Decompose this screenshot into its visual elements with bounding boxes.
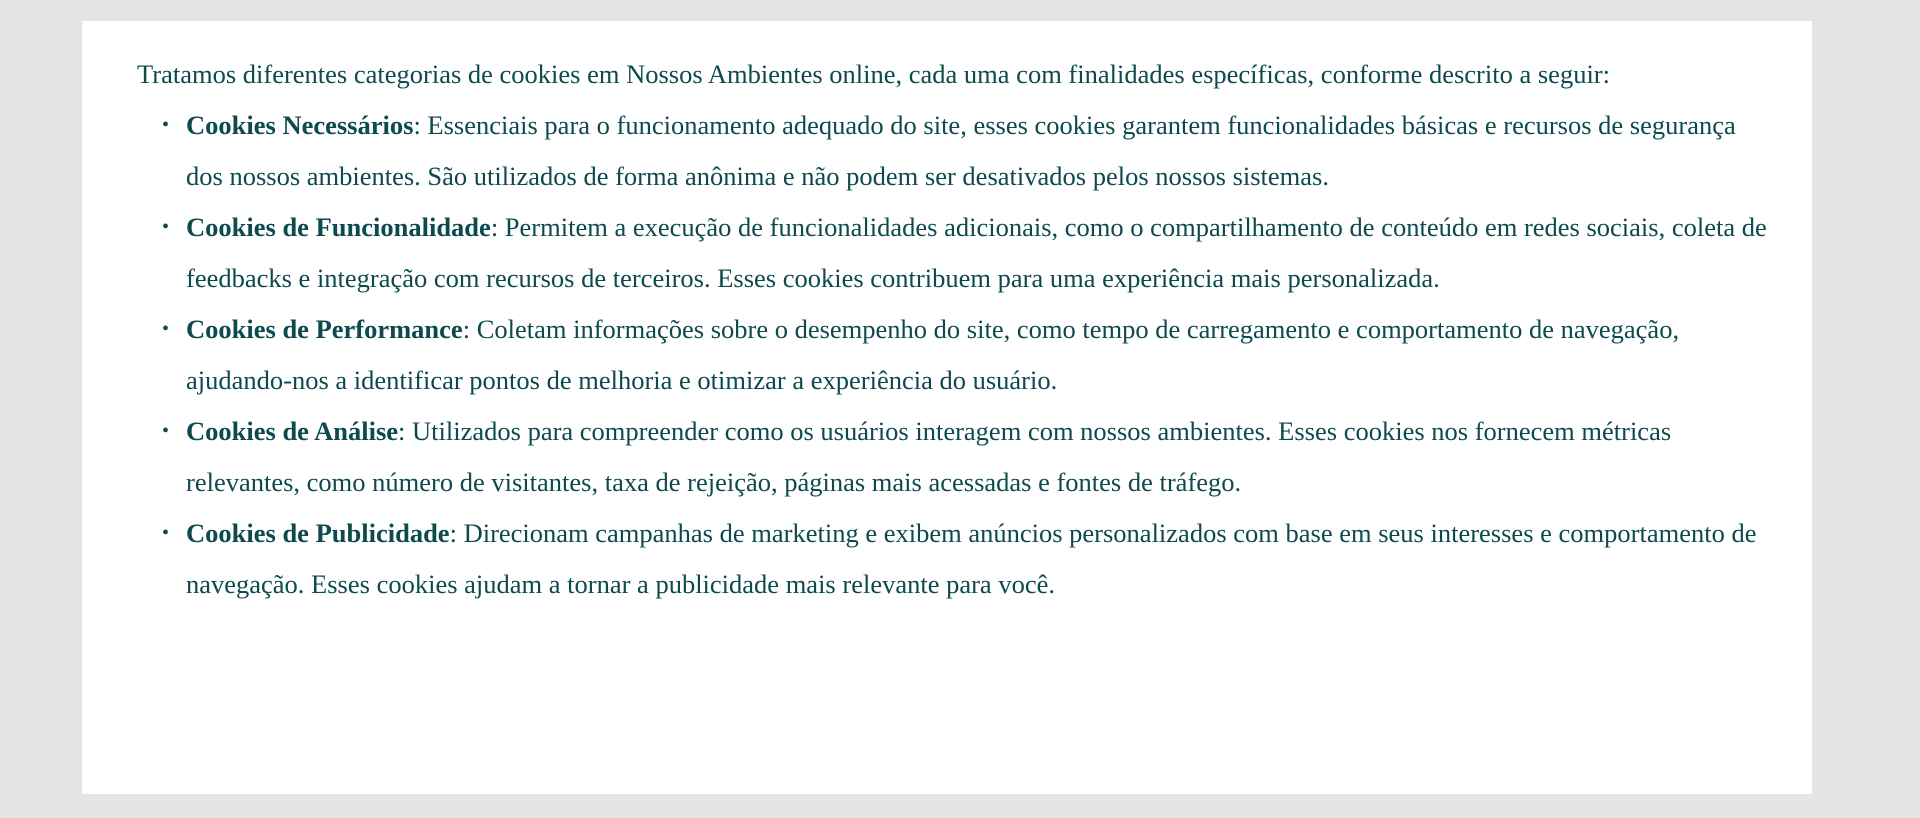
item-description: : Coletam informações sobre o desempenho do site, como tempo de carregamento e comportamento de navegação, ajudando-nos a identificar pontos de melhoria e otimizar a experiência do usuário. (186, 314, 1680, 395)
bullet-icon: • (162, 522, 170, 544)
bullet-icon: • (162, 318, 170, 340)
item-title: Cookies de Performance (186, 314, 463, 344)
bullet-icon: • (162, 420, 170, 442)
bullet-icon: • (162, 216, 170, 238)
list-item-cookies-publicidade (162, 508, 1772, 610)
bullet-icon: • (162, 114, 170, 136)
item-description: : Essenciais para o funcionamento adequado do site, esses cookies garantem funcionalidades básicas e recursos de segurança dos nossos ambientes. São utilizados de forma anônima e não podem ser desativados pelos nossos sistemas. (186, 110, 1736, 191)
intro-paragraph: Tratamos diferentes categorias de cookies em Nossos Ambientes online, cada uma com finalidades específicas, conforme descrito a seguir: (137, 59, 1610, 89)
item-title: Cookies de Funcionalidade (186, 212, 491, 242)
item-title: Cookies de Publicidade (186, 518, 450, 548)
content-card (82, 21, 1812, 794)
item-title: Cookies de Análise (186, 416, 399, 446)
list-item-cookies-analise (162, 406, 1772, 508)
item-title: Cookies Necessários (186, 110, 414, 140)
item-description: : Permitem a execução de funcionalidades adicionais, como o compartilhamento de conteúdo em redes sociais, coleta de feedbacks e integração com recursos de terceiros. Esses cookies contribuem para uma experiência mais personalizada. (186, 212, 1767, 293)
list-item-cookies-funcionalidade (162, 202, 1772, 304)
item-description: : Direcionam campanhas de marketing e exibem anúncios personalizados com base em seus interesses e comportamento de navegação. Esses cookies ajudam a tornar a publicidade mais relevante para você. (186, 518, 1757, 599)
list-item-cookies-performance (162, 304, 1772, 406)
list-item-cookies-necessarios (162, 100, 1772, 202)
cookie-category-list (137, 100, 1772, 610)
item-description: : Utilizados para compreender como os usuários interagem com nossos ambientes. Esses cookies nos fornecem métricas relevantes, como número de visitantes, taxa de rejeição, páginas mais acessadas e fontes de tráfego. (186, 416, 1672, 497)
